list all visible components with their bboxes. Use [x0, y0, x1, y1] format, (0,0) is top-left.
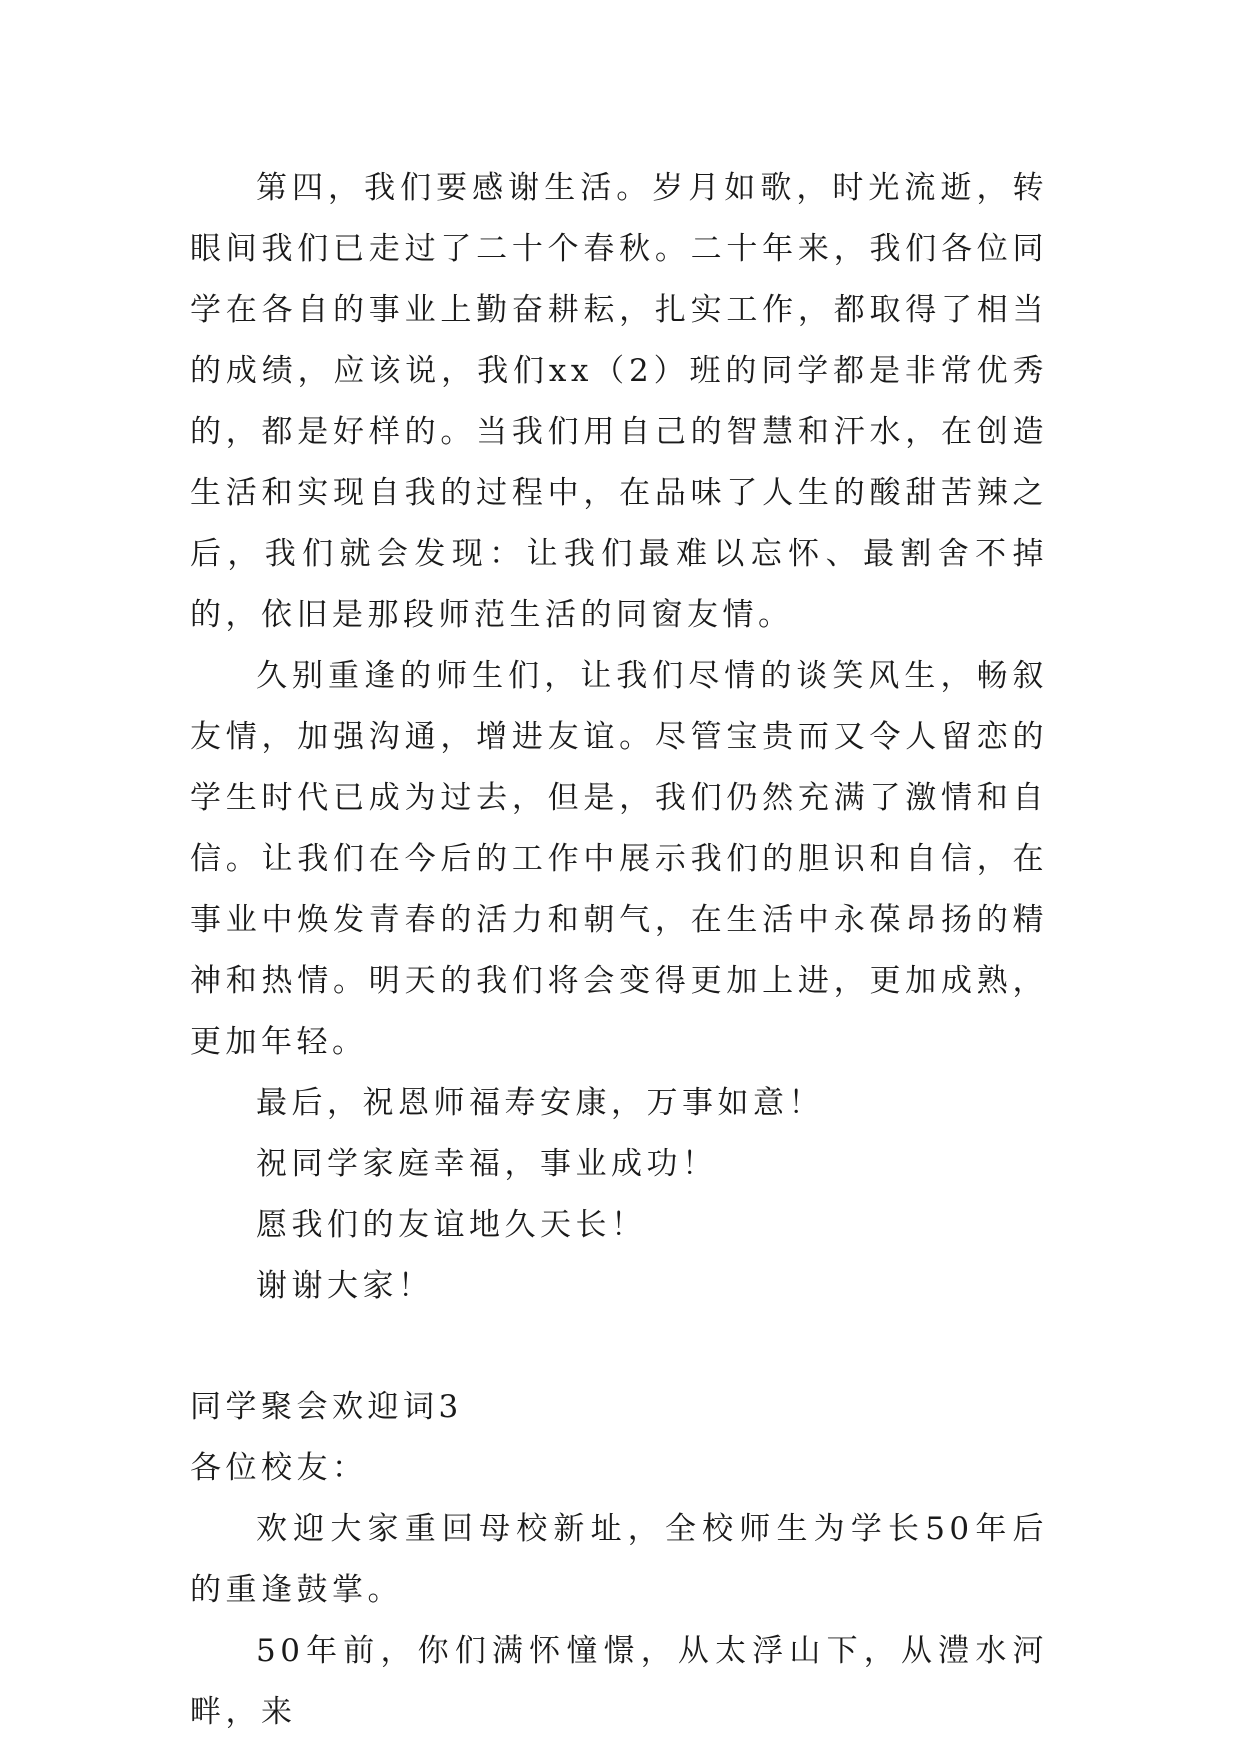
salutation: 各位校友： — [190, 1450, 368, 1486]
paragraph-blessing-teachers: 最后，祝恩师福寿安康，万事如意！ — [256, 1085, 824, 1121]
document-body — [190, 158, 1048, 1743]
paragraph-fifty-years: 50年前，你们满怀憧憬，从太浮山下，从澧水河畔，来 — [190, 1633, 1048, 1730]
paragraph-blessing-classmates: 祝同学家庭幸福，事业成功！ — [256, 1146, 718, 1182]
paragraph-welcome: 欢迎大家重回母校新址，全校师生为学长50年后的重逢鼓掌。 — [190, 1511, 1048, 1608]
section-title: 同学聚会欢迎词3 — [190, 1389, 463, 1425]
paragraph-thanks: 谢谢大家！ — [256, 1268, 434, 1304]
paragraph-friendship: 愿我们的友谊地久天长！ — [256, 1207, 647, 1243]
paragraph-thank-life: 第四，我们要感谢生活。岁月如歌，时光流逝，转眼间我们已走过了二十个春秋。二十年来，我们各位同学在各自的事业上勤奋耕耘，扎实工作，都取得了相当的成绩，应该说，我们xx（2）班的同学都是非常优秀的，都是好样的。当我们用自己的智慧和汗水，在创造生活和实现自我的过程中，在品味了人生的酸甜苦辣之后，我们就会发现：让我们最难以忘怀、最割舍不掉的，依旧是那段师范生活的同窗友情。 — [190, 170, 1048, 633]
section-spacer — [190, 1317, 1048, 1377]
paragraph-reunion: 久别重逢的师生们，让我们尽情的谈笑风生，畅叙友情，加强沟通，增进友谊。尽管宝贵而又令人留恋的学生时代已成为过去，但是，我们仍然充满了激情和自信。让我们在今后的工作中展示我们的胆识和自信，在事业中焕发青春的活力和朝气，在生活中永葆昂扬的精神和热情。明天的我们将会变得更加上进，更加成熟，更加年轻。 — [190, 658, 1048, 1060]
